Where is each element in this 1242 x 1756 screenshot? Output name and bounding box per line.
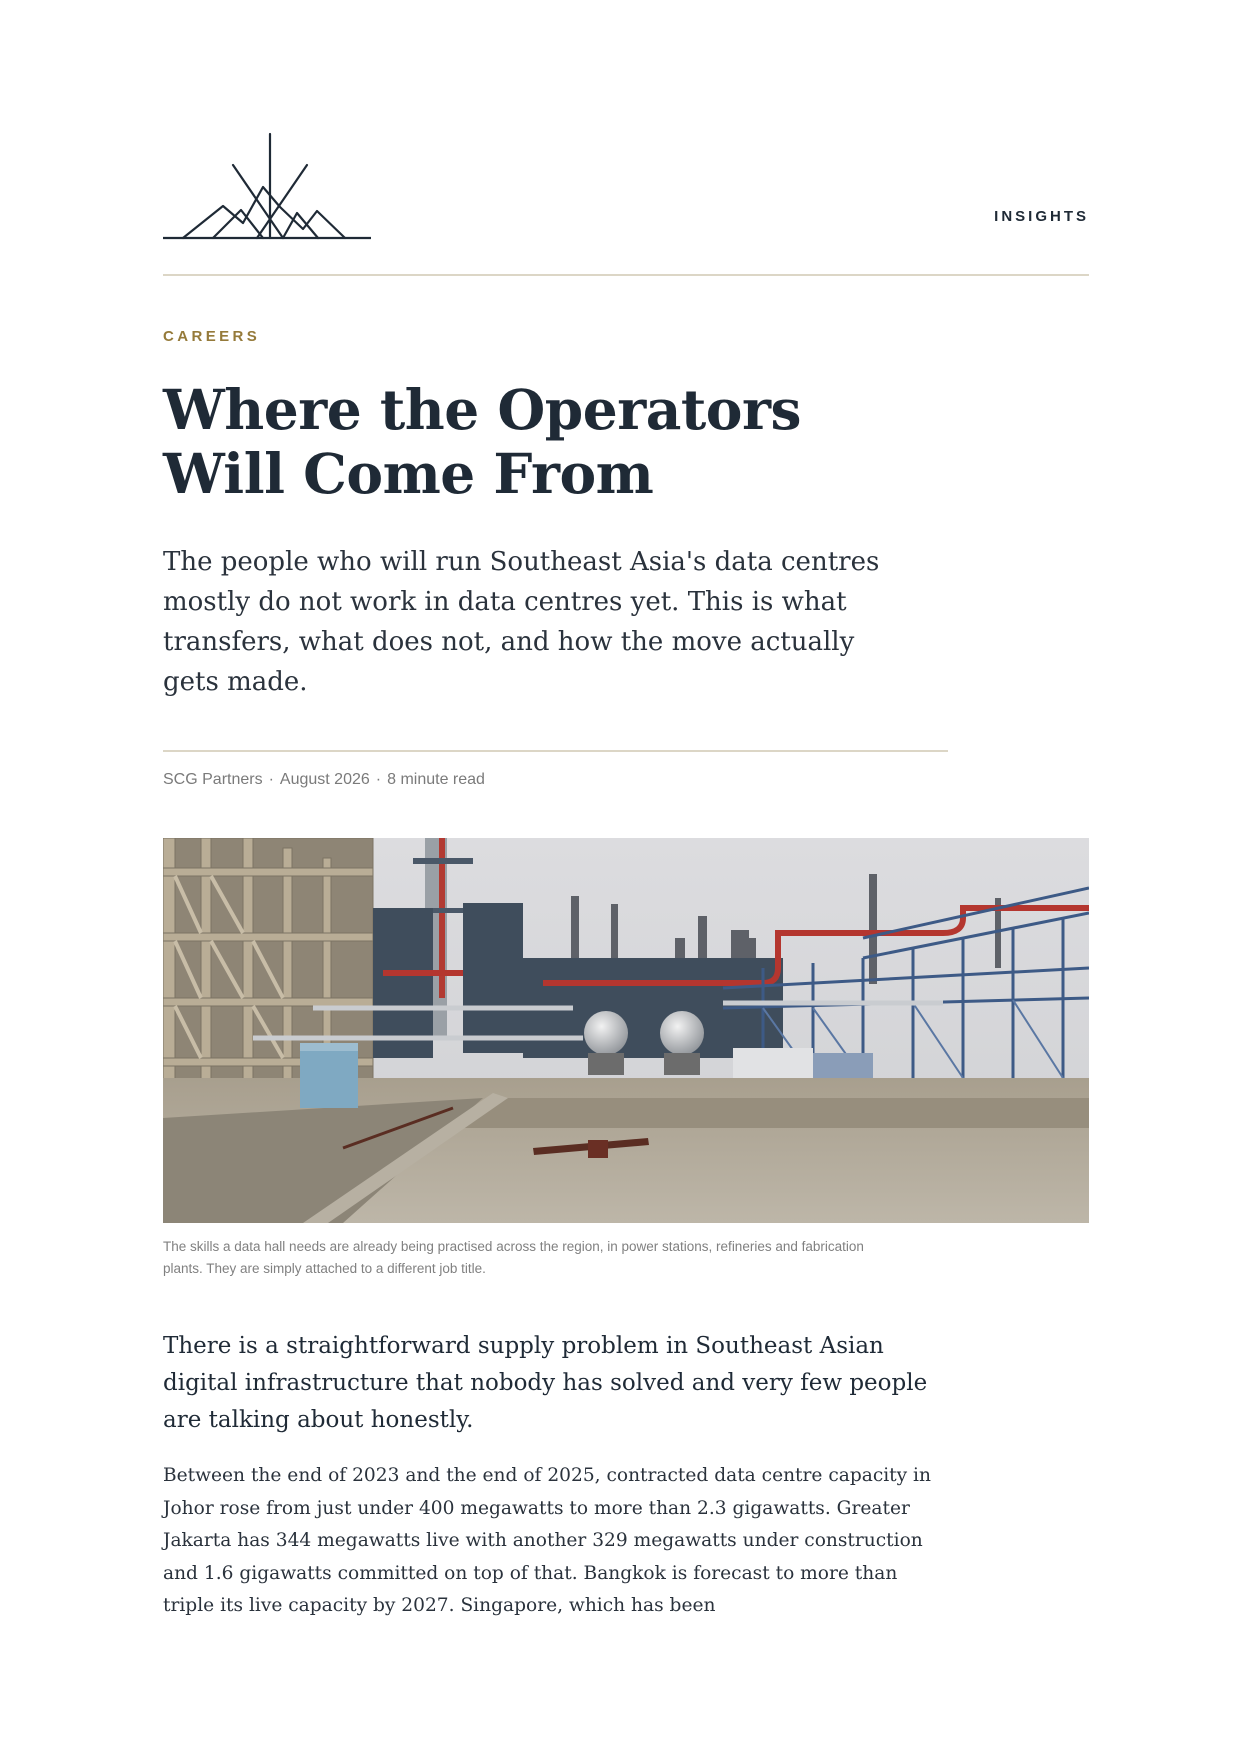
hero-image-refinery: [163, 838, 1089, 1223]
hero-caption: The skills a data hall needs are already being practised across the region, in power stations, refineries and fabrication plants. They are simply attached to a different job title.: [163, 1239, 864, 1276]
article-dek: The people who will run Southeast Asia's data centres mostly do not work in data centres yet. This is what transfers, what does not, and how the move actually gets made.: [163, 547, 880, 697]
article-title: Where the Operators Will Come From: [163, 377, 801, 506]
company-logo-icon[interactable]: [163, 131, 371, 241]
byline-divider: [163, 750, 948, 752]
category-label[interactable]: CAREERS: [163, 328, 261, 345]
byline-separator: ·: [375, 771, 382, 788]
article-lede: There is a straightforward supply problem in Southeast Asian digital infrastructure that nobody has solved and very few people are talking about honestly.: [163, 1333, 928, 1433]
byline-read-time: 8 minute read: [387, 771, 485, 788]
byline: [163, 771, 863, 789]
byline-date: August 2026: [279, 771, 370, 788]
nav-insights-link[interactable]: INSIGHTS: [994, 208, 1089, 225]
header-divider: [163, 274, 1089, 276]
byline-separator: ·: [268, 771, 274, 788]
article-body-paragraph: Between the end of 2023 and the end of 2025, contracted data centre capacity in Johor rose from just under 400 megawatts to more than 2.3 gigawatts. Greater Jakarta has 344 megawatts live with another 329 megawatts under construction and 1.6 gigawatts committed on top of that. Bangkok is forecast to more than triple its live capacity by 2027. Singapore, which has been: [163, 1465, 931, 1616]
byline-author: SCG Partners: [163, 771, 263, 788]
